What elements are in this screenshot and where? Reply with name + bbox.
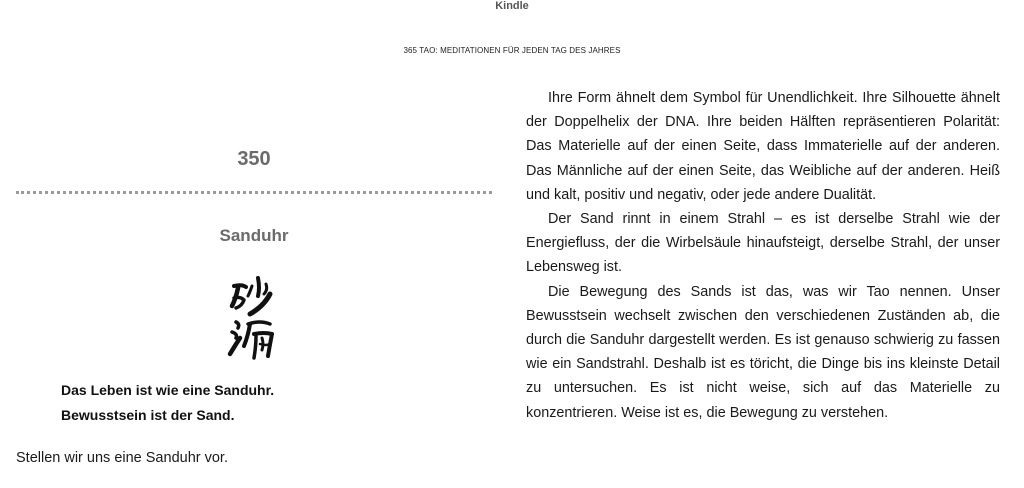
motto-block (61, 378, 274, 428)
calligraphy-icon (224, 274, 284, 364)
motto-line: Das Leben ist wie eine Sanduhr. (61, 382, 275, 398)
window-title: Kindle (495, 0, 529, 12)
motto-line: Bewusstsein ist der Sand. (61, 407, 235, 423)
book-running-title: 365 TAO: MEDITATIONEN FÜR JEDEN TAG DES JAHRES (403, 46, 621, 55)
body-paragraph: Die Bewegung des Sands ist das, was wir Tao nennen. Unser Bewusstsein wechselt zwischen den verschiedenen Zuständen ab, die durch die Sanduhr dargestellt werden. Es ist genauso schwierig zu fassen wie ein Sandstrahl. Deshalb ist es töricht, die Dinge bis ins kleinste Detail zu untersuchen. Es ist nicht weise, sich auf das Materielle zu konzentrieren. Weise ist es, die Bewegung zu verstehen. (526, 283, 1000, 421)
left-page[interactable] (16, 80, 492, 480)
body-paragraph: Ihre Form ähnelt dem Symbol für Unendlichkeit. Ihre Silhouette ähnelt der Doppelhelix der DNA. Ihre beiden Hälften repräsentieren Polarität: Das Materielle auf der einen Seite, dass Immaterielle auf der anderen. Das Männliche auf der einen Seite, das Weibliche auf der anderen. Heiß und kalt, positiv und negativ, oder jede andere Dualität. (526, 90, 1000, 203)
chapter-title: Sanduhr (219, 226, 289, 245)
right-page[interactable] (526, 86, 1000, 425)
body-paragraph: Der Sand rinnt in einem Strahl – es ist derselbe Strahl wie der Energiefluss, der die Wirbelsäule hinaufsteigt, derselbe Strahl, der unser Lebensweg ist. (526, 211, 1000, 276)
left-body-text: Stellen wir uns eine Sanduhr vor. (16, 450, 228, 466)
day-number: 350 (237, 148, 271, 170)
dotted-divider (16, 191, 492, 194)
